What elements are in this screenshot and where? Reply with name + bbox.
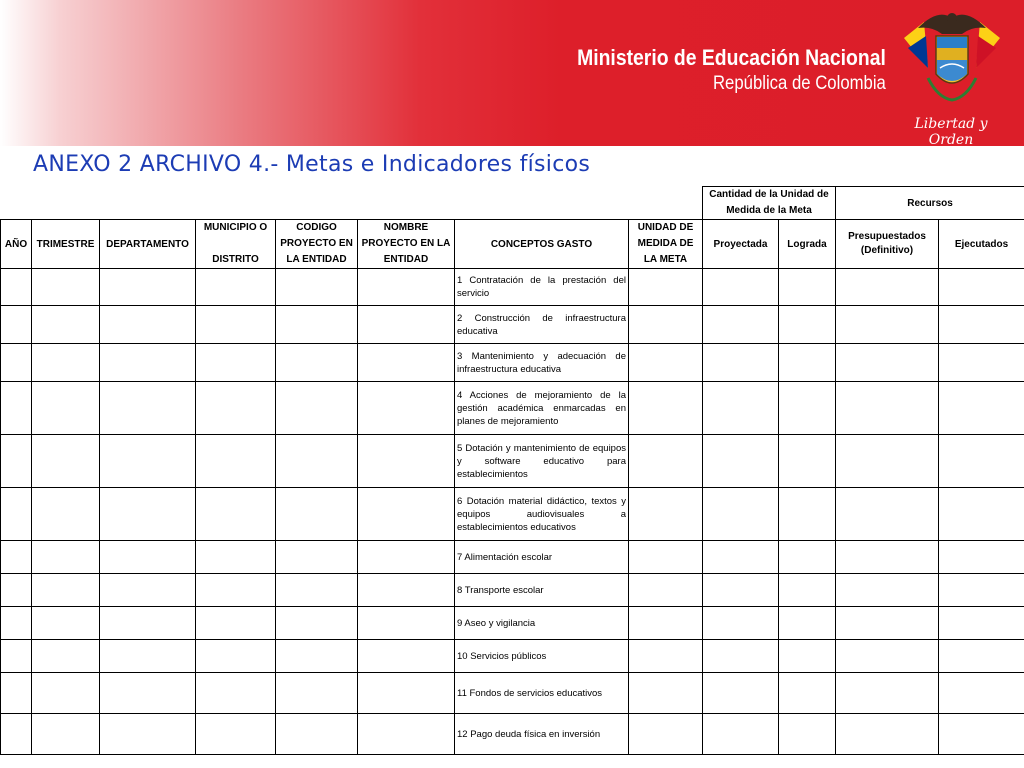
cell-unidad[interactable] — [629, 488, 703, 541]
cell-departamento[interactable] — [100, 382, 196, 435]
cell-nombre[interactable] — [358, 488, 455, 541]
recursos-header: Recursos — [836, 187, 1024, 220]
cell-municipio[interactable] — [196, 435, 276, 488]
cell-codigo[interactable] — [276, 574, 358, 607]
cell-municipio[interactable] — [196, 673, 276, 714]
cell-unidad[interactable] — [629, 435, 703, 488]
cell-presupuestados[interactable] — [836, 714, 939, 755]
cell-trimestre[interactable] — [32, 541, 100, 574]
cell-concepto: 3 Mantenimiento y adecuación de infraestructura educativa — [455, 344, 629, 382]
cell-departamento[interactable] — [100, 269, 196, 306]
cell-presupuestados[interactable] — [836, 306, 939, 344]
cell-codigo[interactable] — [276, 714, 358, 755]
cell-nombre[interactable] — [358, 574, 455, 607]
cell-ano[interactable] — [1, 714, 32, 755]
cell-unidad[interactable] — [629, 382, 703, 435]
table-row — [1, 541, 1024, 574]
cell-codigo[interactable] — [276, 306, 358, 344]
cell-concepto: 8 Transporte escolar — [455, 574, 629, 607]
col-departamento: DEPARTAMENTO — [100, 220, 196, 269]
cell-proyectada[interactable] — [703, 344, 779, 382]
cell-lograda[interactable] — [779, 541, 836, 574]
cell-trimestre[interactable] — [32, 382, 100, 435]
page-title: ANEXO 2 ARCHIVO 4.- Metas e Indicadores físicos — [33, 152, 591, 177]
cell-ejecutados[interactable] — [939, 435, 1024, 488]
cell-concepto: 9 Aseo y vigilancia — [455, 607, 629, 640]
cell-lograda[interactable] — [779, 306, 836, 344]
table-row — [1, 382, 1024, 435]
col-lograda: Lograda — [779, 220, 836, 269]
cell-nombre[interactable] — [358, 640, 455, 673]
cell-codigo[interactable] — [276, 640, 358, 673]
cell-ejecutados[interactable] — [939, 306, 1024, 344]
cell-concepto: 5 Dotación y mantenimiento de equipos y software educativo para establecimientos — [455, 435, 629, 488]
column-header-row — [1, 220, 1024, 269]
col-ejecutados: Ejecutados — [939, 220, 1024, 269]
cell-unidad[interactable] — [629, 673, 703, 714]
cell-trimestre[interactable] — [32, 269, 100, 306]
table-row — [1, 269, 1024, 306]
cell-municipio[interactable] — [196, 640, 276, 673]
cell-unidad[interactable] — [629, 541, 703, 574]
cell-proyectada[interactable] — [703, 607, 779, 640]
ministry-heading — [535, 44, 886, 96]
cell-departamento[interactable] — [100, 306, 196, 344]
table-row — [1, 607, 1024, 640]
cell-departamento[interactable] — [100, 607, 196, 640]
col-municipio — [196, 220, 276, 269]
table-row — [1, 673, 1024, 714]
cell-lograda[interactable] — [779, 640, 836, 673]
table-row — [1, 714, 1024, 755]
cell-municipio[interactable] — [196, 607, 276, 640]
cell-ano[interactable] — [1, 541, 32, 574]
cell-municipio[interactable] — [196, 306, 276, 344]
cell-concepto: 10 Servicios públicos — [455, 640, 629, 673]
cell-ejecutados[interactable] — [939, 541, 1024, 574]
cell-ano[interactable] — [1, 306, 32, 344]
cell-nombre[interactable] — [358, 673, 455, 714]
cell-ejecutados[interactable] — [939, 344, 1024, 382]
cell-trimestre[interactable] — [32, 640, 100, 673]
cell-concepto: 12 Pago deuda física en inversión — [455, 714, 629, 755]
cell-concepto: 2 Construcción de infraestructura educativa — [455, 306, 629, 344]
cell-ano[interactable] — [1, 488, 32, 541]
table-row — [1, 435, 1024, 488]
cell-presupuestados[interactable] — [836, 640, 939, 673]
cell-ejecutados[interactable] — [939, 673, 1024, 714]
col-trimestre: TRIMESTRE — [32, 220, 100, 269]
motto: Libertad y Orden — [914, 116, 988, 148]
cell-proyectada[interactable] — [703, 269, 779, 306]
group-header-row — [1, 187, 1024, 220]
cell-ano[interactable] — [1, 382, 32, 435]
cell-municipio[interactable] — [196, 269, 276, 306]
cell-lograda[interactable] — [779, 673, 836, 714]
col-nombre: NOMBRE PROYECTO EN LA ENTIDAD — [358, 220, 455, 269]
cell-presupuestados[interactable] — [836, 435, 939, 488]
cell-ejecutados[interactable] — [939, 574, 1024, 607]
cell-codigo[interactable] — [276, 488, 358, 541]
cell-departamento[interactable] — [100, 574, 196, 607]
table-row — [1, 344, 1024, 382]
cell-departamento[interactable] — [100, 435, 196, 488]
table-row — [1, 640, 1024, 673]
cell-lograda[interactable] — [779, 488, 836, 541]
table-row — [1, 488, 1024, 541]
cell-presupuestados[interactable] — [836, 673, 939, 714]
cell-lograda[interactable] — [779, 574, 836, 607]
cell-municipio[interactable] — [196, 344, 276, 382]
cell-presupuestados[interactable] — [836, 607, 939, 640]
col-conceptos: CONCEPTOS GASTO — [455, 220, 629, 269]
table-row — [1, 306, 1024, 344]
table-row — [1, 574, 1024, 607]
cell-codigo[interactable] — [276, 673, 358, 714]
cell-lograda[interactable] — [779, 435, 836, 488]
cell-proyectada[interactable] — [703, 488, 779, 541]
cell-departamento[interactable] — [100, 714, 196, 755]
cell-unidad[interactable] — [629, 640, 703, 673]
coat-of-arms-icon — [898, 8, 1006, 104]
cell-ano[interactable] — [1, 344, 32, 382]
cell-ano[interactable] — [1, 673, 32, 714]
cell-proyectada[interactable] — [703, 541, 779, 574]
cell-municipio[interactable] — [196, 488, 276, 541]
cell-codigo[interactable] — [276, 541, 358, 574]
cell-municipio[interactable] — [196, 714, 276, 755]
cell-presupuestados[interactable] — [836, 541, 939, 574]
cell-unidad[interactable] — [629, 306, 703, 344]
cell-trimestre[interactable] — [32, 488, 100, 541]
cell-lograda[interactable] — [779, 344, 836, 382]
cell-nombre[interactable] — [358, 714, 455, 755]
cell-ano[interactable] — [1, 640, 32, 673]
metas-indicadores-table — [0, 186, 1024, 755]
cell-unidad[interactable] — [629, 344, 703, 382]
col-ano: AÑO — [1, 220, 32, 269]
cell-proyectada[interactable] — [703, 640, 779, 673]
cell-ano[interactable] — [1, 435, 32, 488]
cell-nombre[interactable] — [358, 382, 455, 435]
cell-departamento[interactable] — [100, 344, 196, 382]
cell-codigo[interactable] — [276, 382, 358, 435]
cell-presupuestados[interactable] — [836, 488, 939, 541]
cell-nombre[interactable] — [358, 435, 455, 488]
cell-concepto: 7 Alimentación escolar — [455, 541, 629, 574]
cell-lograda[interactable] — [779, 269, 836, 306]
cell-proyectada[interactable] — [703, 574, 779, 607]
cell-ano[interactable] — [1, 574, 32, 607]
cell-ejecutados[interactable] — [939, 488, 1024, 541]
cell-trimestre[interactable] — [32, 306, 100, 344]
cell-nombre[interactable] — [358, 269, 455, 306]
cell-unidad[interactable] — [629, 269, 703, 306]
cell-proyectada[interactable] — [703, 435, 779, 488]
cell-departamento[interactable] — [100, 541, 196, 574]
cell-lograda[interactable] — [779, 382, 836, 435]
cell-codigo[interactable] — [276, 607, 358, 640]
cell-unidad[interactable] — [629, 714, 703, 755]
cell-municipio[interactable] — [196, 574, 276, 607]
cantidad-meta-header: Cantidad de la Unidad de Medida de la Meta — [703, 187, 836, 220]
cell-presupuestados[interactable] — [836, 344, 939, 382]
cell-nombre[interactable] — [358, 607, 455, 640]
cell-presupuestados[interactable] — [836, 269, 939, 306]
cell-ejecutados[interactable] — [939, 269, 1024, 306]
cell-codigo[interactable] — [276, 344, 358, 382]
cell-nombre[interactable] — [358, 306, 455, 344]
cell-lograda[interactable] — [779, 607, 836, 640]
cell-trimestre[interactable] — [32, 607, 100, 640]
cell-ejecutados[interactable] — [939, 607, 1024, 640]
col-unidad: UNIDAD DE MEDIDA DE LA META — [629, 220, 703, 269]
cell-codigo[interactable] — [276, 435, 358, 488]
cell-municipio[interactable] — [196, 541, 276, 574]
cell-trimestre[interactable] — [32, 673, 100, 714]
col-presupuestados: Presupuestados (Definitivo) — [836, 220, 939, 269]
cell-concepto: 11 Fondos de servicios educativos — [455, 673, 629, 714]
cell-municipio[interactable] — [196, 382, 276, 435]
col-codigo: CODIGO PROYECTO EN LA ENTIDAD — [276, 220, 358, 269]
cell-concepto: 4 Acciones de mejoramiento de la gestión académica enmarcadas en planes de mejoramiento — [455, 382, 629, 435]
cell-presupuestados[interactable] — [836, 382, 939, 435]
cell-proyectada[interactable] — [703, 714, 779, 755]
cell-unidad[interactable] — [629, 574, 703, 607]
cell-ejecutados[interactable] — [939, 382, 1024, 435]
cell-codigo[interactable] — [276, 269, 358, 306]
cell-trimestre[interactable] — [32, 714, 100, 755]
cell-ejecutados[interactable] — [939, 714, 1024, 755]
cell-departamento[interactable] — [100, 488, 196, 541]
cell-trimestre[interactable] — [32, 344, 100, 382]
col-municipio-line1: MUNICIPIO O — [203, 222, 268, 233]
cell-lograda[interactable] — [779, 714, 836, 755]
cell-presupuestados[interactable] — [836, 574, 939, 607]
cell-proyectada[interactable] — [703, 673, 779, 714]
cell-nombre[interactable] — [358, 344, 455, 382]
cell-concepto: 6 Dotación material didáctico, textos y equipos audiovisuales a establecimientos educativos — [455, 488, 629, 541]
cell-departamento[interactable] — [100, 673, 196, 714]
cell-concepto: 1 Contratación de la prestación del servicio — [455, 269, 629, 306]
country-name: República de Colombia — [713, 73, 886, 94]
cell-ano[interactable] — [1, 607, 32, 640]
col-proyectada: Proyectada — [703, 220, 779, 269]
cell-unidad[interactable] — [629, 607, 703, 640]
cell-departamento[interactable] — [100, 640, 196, 673]
col-municipio-line2: DISTRITO — [212, 254, 259, 265]
cell-ejecutados[interactable] — [939, 640, 1024, 673]
cell-trimestre[interactable] — [32, 574, 100, 607]
cell-nombre[interactable] — [358, 541, 455, 574]
cell-proyectada[interactable] — [703, 306, 779, 344]
cell-proyectada[interactable] — [703, 382, 779, 435]
cell-trimestre[interactable] — [32, 435, 100, 488]
ministry-name: Ministerio de Educación Nacional — [577, 45, 886, 70]
cell-ano[interactable] — [1, 269, 32, 306]
